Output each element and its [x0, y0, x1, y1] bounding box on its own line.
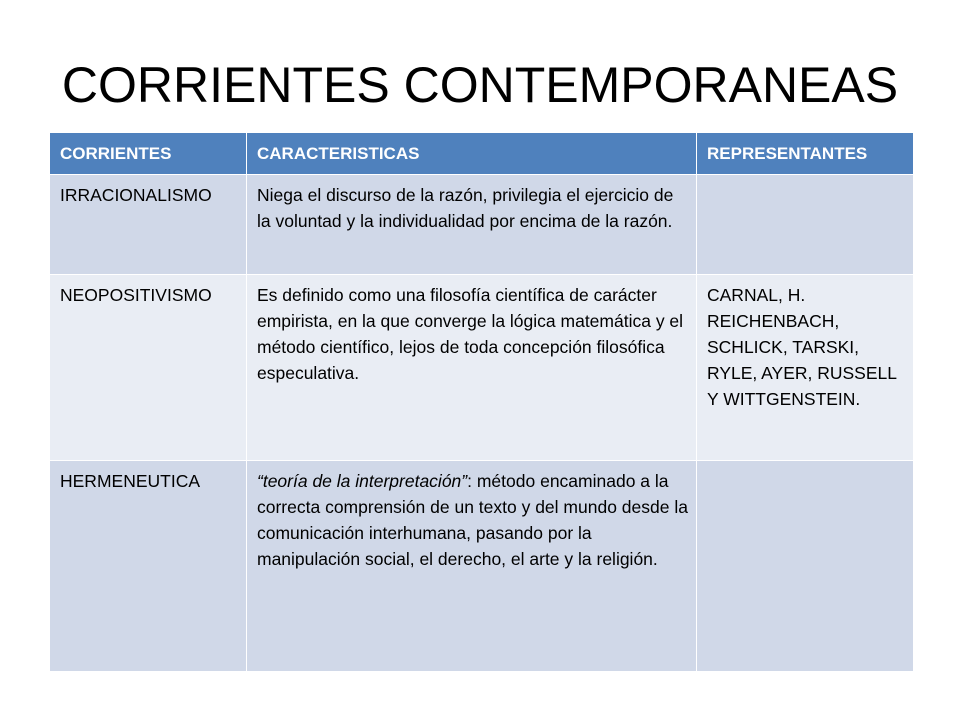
- cell-representantes: [697, 461, 914, 672]
- table-row: [50, 175, 914, 275]
- cell-corriente: NEOPOSITIVISMO: [50, 275, 247, 461]
- cell-caracteristicas-text: : método encaminado a la correcta comprensión de un texto y del mundo desde la comunicación interhumana, pasando por la manipulación social, el derecho, el arte y la religión.: [257, 471, 688, 569]
- header-corrientes: CORRIENTES: [50, 133, 247, 175]
- cell-caracteristicas: Niega el discurso de la razón, privilegia el ejercicio de la voluntad y la individualidad por encima de la razón.: [247, 175, 697, 275]
- cell-corriente: IRRACIONALISMO: [50, 175, 247, 275]
- slide-title: CORRIENTES CONTEMPORANEAS: [61, 57, 899, 113]
- corrientes-table: [49, 132, 914, 672]
- cell-representantes: CARNAL, H. REICHENBACH, SCHLICK, TARSKI, RYLE, AYER, RUSSELL Y WITTGENSTEIN.: [697, 275, 914, 461]
- cell-caracteristicas-italic: “teoría de la interpretación”: [257, 471, 468, 491]
- cell-representantes: [697, 175, 914, 275]
- cell-caracteristicas: [247, 461, 697, 672]
- table-row: [50, 461, 914, 672]
- table-row: [50, 275, 914, 461]
- header-caracteristicas: CARACTERISTICAS: [247, 133, 697, 175]
- header-representantes: REPRESENTANTES: [697, 133, 914, 175]
- table-header-row: [50, 133, 914, 175]
- cell-corriente: HERMENEUTICA: [50, 461, 247, 672]
- cell-caracteristicas: Es definido como una filosofía científica de carácter empirista, en la que converge la lógica matemática y el método científico, lejos de toda concepción filosófica especulativa.: [247, 275, 697, 461]
